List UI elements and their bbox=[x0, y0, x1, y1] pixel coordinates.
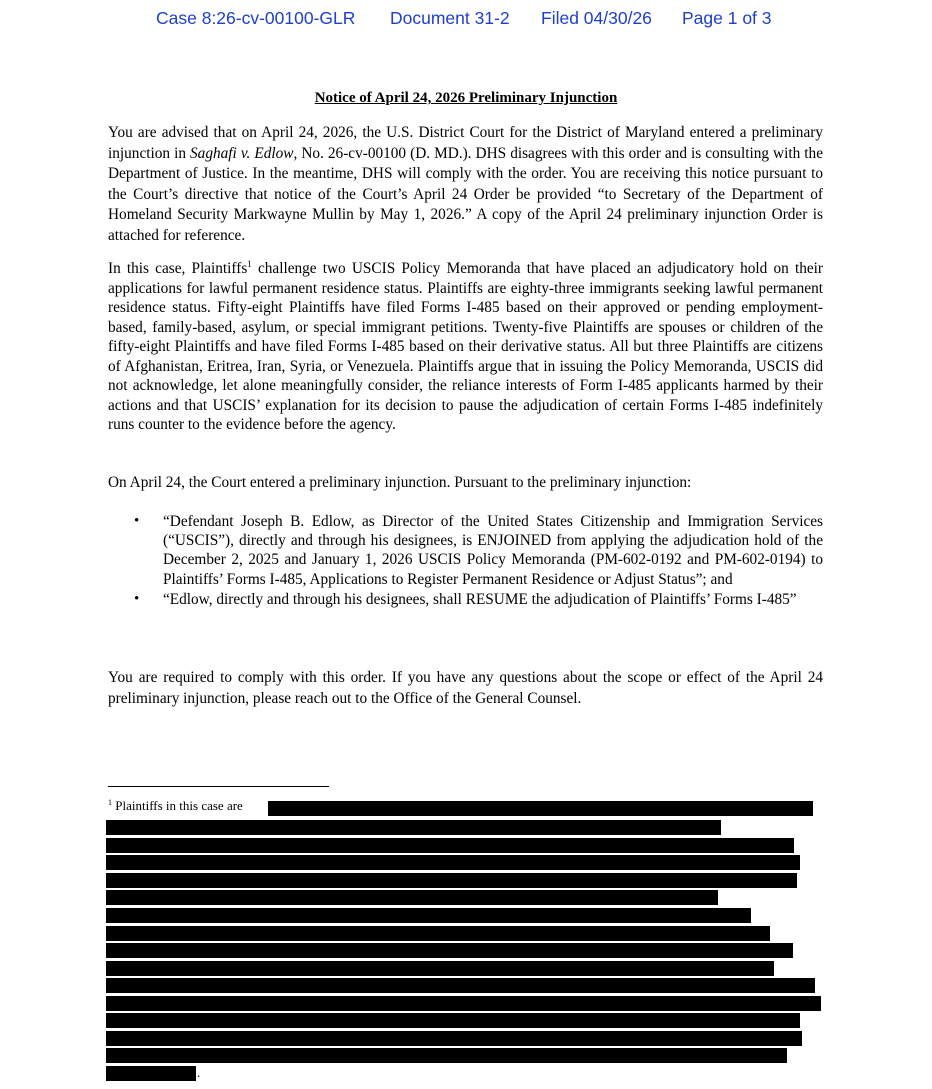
redaction-block bbox=[106, 838, 794, 853]
footnote-divider bbox=[108, 786, 329, 787]
footnote-end-period: . bbox=[197, 1065, 201, 1080]
page-indicator: Page 1 of 3 bbox=[682, 8, 772, 28]
footnote-label: $^1$ Plaintiffs in this case are bbox=[108, 798, 243, 813]
redaction-block bbox=[106, 1031, 802, 1046]
case-name: Saghafi v. Edlow bbox=[190, 144, 294, 162]
notice-title: Notice of April 24, 2026 Preliminary Injunction bbox=[314, 90, 618, 106]
compliance-paragraph: You are required to comply with this order. If you have any questions about the scope or effect of the April 24 preliminary injunction, please reach out to the Office of the General Counsel. bbox=[108, 669, 823, 707]
redaction-block bbox=[106, 1013, 800, 1028]
redaction-block bbox=[106, 1066, 196, 1081]
filed-date: Filed 04/30/26 bbox=[541, 8, 652, 28]
redaction-block bbox=[106, 996, 821, 1011]
list-item: • “Edlow, directly and through his designees, shall RESUME the adjudication of Plaintiffs’ Forms I-485” bbox=[134, 590, 797, 608]
redaction-block bbox=[106, 961, 774, 976]
redaction-block bbox=[106, 890, 718, 905]
redaction-block bbox=[106, 1048, 787, 1063]
bullet-icon: • bbox=[134, 513, 140, 529]
case-number: Case 8:26-cv-00100-GLR bbox=[156, 8, 356, 28]
redaction-block bbox=[268, 801, 813, 816]
redaction-block bbox=[106, 926, 770, 941]
bullet-icon: • bbox=[134, 590, 140, 607]
redaction-block bbox=[106, 873, 797, 888]
court-filing-header bbox=[0, 8, 932, 34]
case-summary-paragraph: In this case, Plaintiffs$^1$ challenge two USCIS Policy Memoranda that have placed an adjudicatory hold on their applications for lawful permanent residence status. Plaintiffs are eighty-three immigrants seeking lawful permanent residence status. Fifty-eight Plaintiffs have filed Forms I-485 based on their approved or pending employment-based, family-based, asylum, or special immigrant petitions. Twenty-five Plaintiffs are spouses or children of the fifty-eight Plaintiffs and have filed Forms I-485 based on their derivative status. All but three Plaintiffs are citizens of Afghanistan, Eritrea, Iran, Syria, or Venezuela. Plaintiffs argue that in issuing the Policy Memoranda, USCIS did not acknowledge, let alone meaningfully consider, the reliance interests of Form I-485 applicants harmed by their actions and that USCIS’ explanation for its decision to pause the adjudication of certain Forms I-485 indefinitely runs counter to the evidence before the agency. bbox=[108, 259, 823, 433]
redaction-block bbox=[106, 978, 815, 993]
redaction-block bbox=[106, 855, 800, 870]
document-number: Document 31-2 bbox=[390, 8, 510, 28]
intro-paragraph: You are advised that on April 24, 2026, the U.S. District Court for the District of Maryland entered a preliminary injunction in Saghafi v. Edlow, No. 26-cv-00100 (D. MD.). DHS disagrees with this order and is consulting with the Department of Justice. In the meantime, DHS will comply with the order. You are receiving this notice pursuant to the Court’s directive that notice of the Court’s April 24 Order be provided “to Secretary of the Department of Homeland Security Markwayne Mullin by May 1, 2026.” A copy of the April 24 preliminary injunction Order is attached for reference. bbox=[108, 124, 823, 244]
redaction-block bbox=[106, 820, 721, 835]
redaction-block bbox=[106, 943, 793, 958]
redaction-block bbox=[106, 908, 751, 923]
injunction-intro-paragraph: On April 24, the Court entered a preliminary injunction. Pursuant to the preliminary injunction: bbox=[108, 474, 692, 491]
injunction-terms-list bbox=[108, 512, 823, 609]
footnote-reference[interactable]: 1 bbox=[247, 259, 252, 269]
list-item: • “Defendant Joseph B. Edlow, as Director of the United States Citizenship and Immigration Services (“USCIS”), directly and through his designees, is ENJOINED from applying the adjudication hold of the December 2, 2025 and January 1, 2026 USCIS Policy Memoranda (PM-602-0192 and PM-602-0194) to Plaintiffs’ Forms I-485, Applications to Register Permanent Residence or Adjust Status”; and bbox=[134, 513, 823, 588]
